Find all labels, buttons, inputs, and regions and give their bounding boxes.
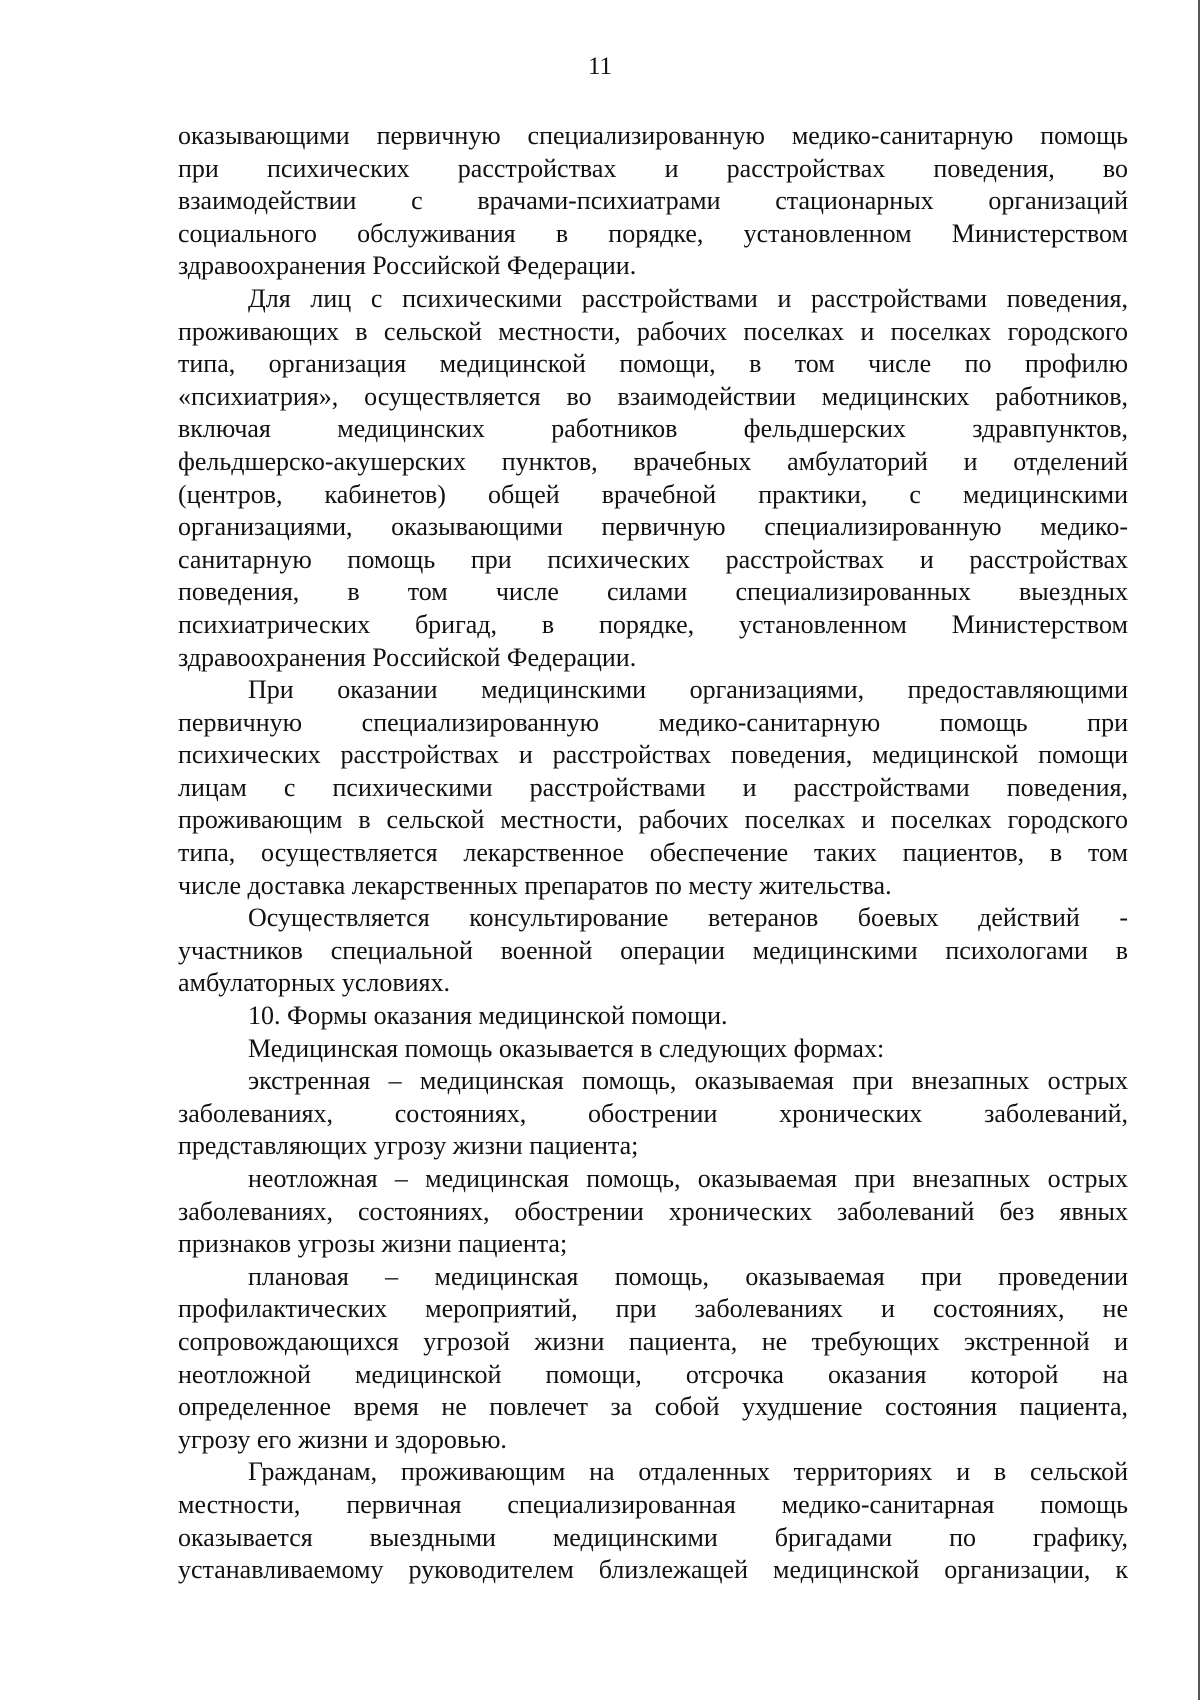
paragraph-planned [178, 1261, 1128, 1457]
text-line: социального обслуживания в порядке, установленном Министерством [178, 218, 1128, 248]
text-line: организациями, оказывающими первичную специализированную медико- [178, 512, 1128, 542]
text-line: участников специальной военной операции медицинскими психологами в [178, 935, 1128, 965]
text-line: взаимодействии с врачами-психиатрами стационарных организаций [178, 186, 1128, 216]
text-line: сопровождающихся угрозой жизни пациента, не требующих экстренной и [178, 1326, 1128, 1356]
text-line: устанавливаемому руководителем близлежащей медицинской организации, к [178, 1555, 1128, 1585]
text-line: Для лиц с психическими расстройствами и расстройствами поведения, [248, 283, 1128, 313]
text-line: психиатрических бригад, в порядке, установленном Министерством [178, 609, 1128, 639]
text-line: представляющих угрозу жизни пациента; [178, 1131, 639, 1161]
text-line: Осуществляется консультирование ветеранов боевых действий - [248, 903, 1128, 933]
text-line: первичную специализированную медико-санитарную помощь при [178, 707, 1128, 737]
text-line: здравоохранения Российской Федерации. [178, 642, 637, 672]
paragraph-rural-psychiatry [178, 283, 1128, 674]
text-line: профилактических мероприятий, при заболеваниях и состояниях, не [178, 1294, 1128, 1324]
paragraph-forms-intro [178, 1033, 1128, 1066]
text-line: угрозу его жизни и здоровью. [178, 1424, 507, 1454]
text-line: поведения, в том числе силами специализированных выездных [178, 577, 1128, 607]
text-line: Гражданам, проживающим на отдаленных территориях и в сельской [248, 1457, 1128, 1487]
section-heading-10 [178, 1000, 1128, 1033]
paragraph-drug-supply [178, 674, 1128, 902]
text-line: проживающих в сельской местности, рабочих поселках и поселках городского [178, 316, 1128, 346]
text-line: типа, осуществляется лекарственное обеспечение таких пациентов, в том [178, 838, 1128, 868]
text-line: заболеваниях, состояниях, обострении хронических заболеваний без явных [178, 1196, 1128, 1226]
paragraph-urgent [178, 1163, 1128, 1261]
text-line: здравоохранения Российской Федерации. [178, 251, 637, 281]
text-line: «психиатрия», осуществляется во взаимодействии медицинских работников, [178, 381, 1128, 411]
text-line: лицам с психическими расстройствами и расстройствами поведения, [178, 772, 1128, 802]
text-line: При оказании медицинскими организациями, предоставляющими [248, 675, 1128, 705]
paragraph-emergency [178, 1065, 1128, 1163]
paragraph-continuation [178, 120, 1128, 283]
text-line: числе доставка лекарственных препаратов по месту жительства. [178, 870, 892, 900]
text-line: включая медицинских работников фельдшерских здравпунктов, [178, 414, 1128, 444]
text-line: плановая – медицинская помощь, оказываемая при проведении [248, 1261, 1128, 1291]
text-line: определенное время не повлечет за собой ухудшение состояния пациента, [178, 1392, 1128, 1422]
text-line: (центров, кабинетов) общей врачебной практики, с медицинскими [178, 479, 1128, 509]
text-line: при психических расстройствах и расстройствах поведения, во [178, 153, 1128, 183]
text-line: неотложная – медицинская помощь, оказываемая при внезапных острых [248, 1164, 1128, 1193]
text-line: проживающим в сельской местности, рабочих поселках и поселках городского [178, 805, 1128, 835]
text-line: оказывающими первичную специализированную медико-санитарную помощь [178, 121, 1128, 150]
text-line: санитарную помощь при психических расстройствах и расстройствах [178, 544, 1128, 574]
text-line: типа, организация медицинской помощи, в том числе по профилю [178, 349, 1128, 379]
page-number: 11 [587, 53, 613, 80]
text-line: неотложной медицинской помощи, отсрочка оказания которой на [178, 1359, 1128, 1389]
text-line: психических расстройствах и расстройствах поведения, медицинской помощи [178, 740, 1128, 770]
text-line: фельдшерско-акушерских пунктов, врачебных амбулаторий и отделений [178, 446, 1128, 476]
document-body [178, 120, 1128, 1587]
text-line: 10. Формы оказания медицинской помощи. [248, 1001, 728, 1031]
paragraph-remote-territories [178, 1456, 1128, 1586]
text-line: экстренная – медицинская помощь, оказываемая при внезапных острых [248, 1066, 1128, 1096]
text-line: заболеваниях, состояниях, обострении хронических заболеваний, [178, 1098, 1128, 1128]
text-line: амбулаторных условиях. [178, 968, 450, 998]
text-line: оказывается выездными медицинскими бригадами по графику, [178, 1522, 1128, 1552]
paragraph-veterans [178, 902, 1128, 1000]
text-line: местности, первичная специализированная медико-санитарная помощь [178, 1489, 1128, 1519]
text-line: признаков угрозы жизни пациента; [178, 1229, 568, 1259]
text-line: Медицинская помощь оказывается в следующих формах: [248, 1033, 885, 1063]
